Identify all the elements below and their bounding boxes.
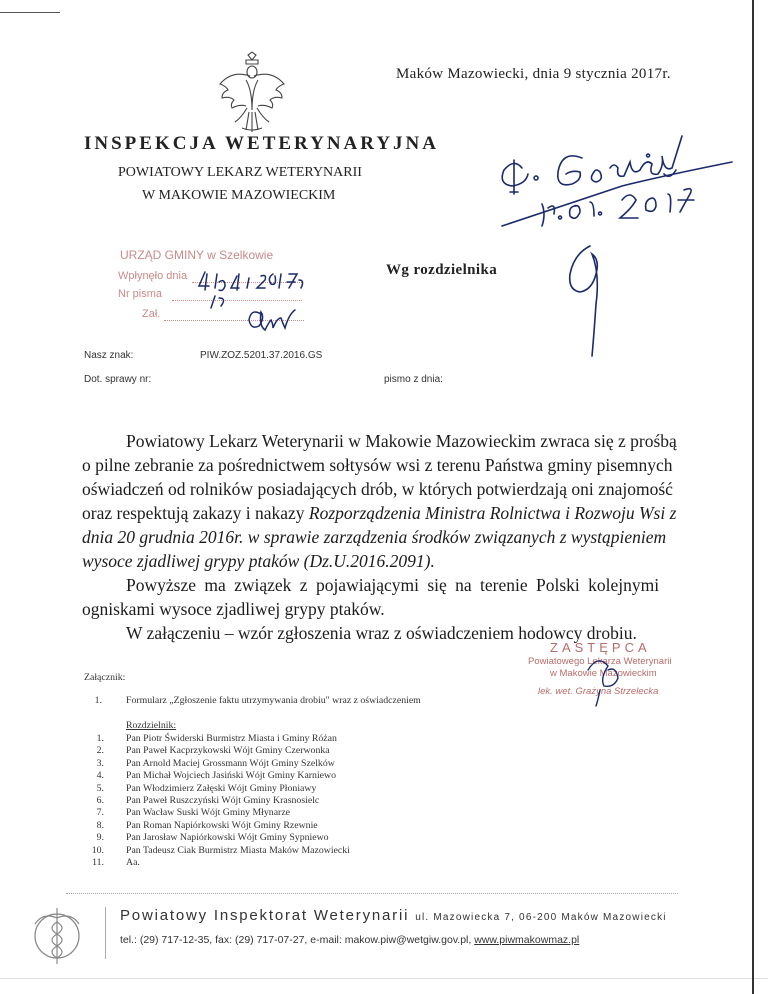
footer-vertical-rule — [105, 907, 106, 959]
deputy-signature — [580, 650, 630, 710]
distribution-item-number: 9. — [96, 832, 104, 844]
deputy-stamp-line-3: lek. wet. Grażyna Strzelecka — [538, 686, 659, 697]
deputy-stamp-line-2: w Makowie Mazowieckim — [550, 668, 657, 679]
footer-org-name: Powiatowy Inspektorat Weterynarii — [120, 907, 410, 924]
scan-bottom-line — [0, 978, 768, 979]
body-line: dnia 20 grudnia 2016r. w sprawie zarządzenia środków związanych z wystąpieniem — [82, 527, 667, 547]
footer-contact — [120, 934, 579, 946]
body-text-span: oraz respektują zakazy i nakazy — [82, 503, 309, 523]
our-ref-value: PIW.ZOZ.5201.37.2016.GS — [200, 350, 323, 361]
distribution-item-text: Pan Michał Wojciech Jasiński Wójt Gminy Karniewo — [126, 770, 336, 782]
received-stamp-attachment-label: Zał. — [142, 308, 161, 320]
distribution-item-number: 7. — [96, 807, 104, 819]
footer-website-link[interactable]: www.piwmakowmaz.pl — [474, 934, 580, 946]
place-and-date: Maków Mazowiecki, dnia 9 stycznia 2017r. — [396, 66, 671, 82]
body-line: ogniskami wysoce zjadliwej grypy ptaków. — [82, 599, 385, 619]
distribution-item-number: 2. — [96, 745, 104, 757]
organization-title: INSPEKCJA WETERYNARYJNA — [84, 133, 439, 154]
footer-contact-details: tel.: (29) 717-12-35, fax: (29) 717-07-27, e-mail: makow.piw@wetgiw.gov.pl, — [120, 934, 475, 946]
distribution-item-number: 6. — [96, 795, 104, 806]
footer-divider — [66, 893, 678, 894]
distribution-item-number: 10. — [91, 844, 104, 856]
distribution-item-number: 1. — [96, 733, 104, 744]
regulation-title: Rozporządzenia Ministra Rolnictwa i Rozwoju Wsi z — [308, 503, 677, 523]
deputy-stamp-line-1: Powiatowego Lekarza Weterynarii — [528, 656, 672, 667]
attachment-list — [84, 695, 564, 709]
body-line: oświadczeń od rolników posiadających drób, w których potwierdzają oni znajomość — [82, 479, 673, 499]
body-line: wysoce zjadliwej grypy ptaków (Dz.U.2016.2091). — [82, 551, 435, 571]
body-line: Powyższe ma związek z pojawiającymi się na terenie Polski kolejnymi — [126, 575, 660, 595]
handwritten-signature — [492, 130, 742, 240]
deputy-stamp-title: ZASTĘPCA — [550, 640, 651, 655]
distribution-item-text: Pan Włodzimierz Załęski Wójt Gminy Płoniawy — [126, 782, 317, 794]
distribution-item-text: Aa. — [126, 857, 140, 868]
body-line — [82, 502, 676, 525]
distribution-item-number: 8. — [96, 819, 104, 831]
body-line: W załączeniu – wzór zgłoszenia wraz z oświadczeniem hodowcy drobiu. — [126, 623, 637, 643]
distribution-heading: Wg rozdzielnika — [386, 262, 498, 278]
letter-date-label: pismo z dnia: — [384, 374, 443, 385]
caduceus-logo-icon — [26, 902, 88, 966]
distribution-item-number: 3. — [96, 757, 104, 769]
received-stamp-ref-label: Nr pisma — [118, 288, 163, 300]
attachment-item-text: Formularz „Zgłoszenie faktu utrzymywania drobiu" wraz z oświadczeniem — [126, 695, 421, 706]
organization-subtitle-2: W MAKOWIE MAZOWIECKIM — [142, 188, 336, 203]
attachment-label: Załącznik: — [84, 672, 126, 683]
eagle-emblem-icon — [216, 50, 288, 136]
distribution-item-text: Pan Arnold Maciej Grossmann Wójt Gminy Szelków — [126, 757, 335, 769]
distribution-item-text: Pan Piotr Świderski Burmistrz Miasta i Gminy Różan — [126, 733, 337, 744]
received-stamp-date-label: Wpłynęło dnia — [118, 270, 188, 282]
footer-address: ul. Mazowiecka 7, 06-200 Maków Mazowiecki — [415, 912, 667, 923]
attachment-item-number: 1. — [94, 695, 102, 706]
scan-edge-line — [0, 12, 60, 13]
distribution-item-text: Pan Paweł Kacprzykowski Wójt Gminy Czerwonka — [126, 745, 330, 757]
distribution-item-text: Pan Wacław Suski Wójt Gminy Młynarze — [126, 807, 291, 819]
distribution-item-number: 4. — [96, 770, 104, 782]
distribution-item-text: Pan Roman Napiórkowski Wójt Gminy Rzewnie — [126, 819, 318, 831]
handwritten-initial — [560, 240, 620, 360]
distribution-list — [84, 733, 504, 883]
body-line: Powiatowy Lekarz Weterynarii w Makowie Mazowieckim zwraca się z prośbą — [126, 431, 677, 451]
footer-organization — [120, 907, 667, 924]
our-ref-label: Nasz znak: — [84, 350, 134, 361]
distribution-item-text: Pan Jarosław Napiórkowski Wójt Gminy Sypniewo — [126, 832, 329, 844]
distribution-item-text: Pan Tadeusz Ciak Burmistrz Miasta Maków Mazowiecki — [126, 844, 350, 856]
distribution-list-label: Rozdzielnik: — [126, 720, 177, 731]
handwritten-date-and-initials — [165, 268, 325, 348]
case-ref-label: Dot. sprawy nr: — [84, 374, 152, 385]
organization-subtitle-1: POWIATOWY LEKARZ WETERYNARII — [118, 165, 362, 180]
scan-right-edge — [752, 0, 754, 994]
body-line: o pilne zebranie za pośrednictwem sołtysów wsi z terenu Państwa gminy pisemnych — [82, 455, 673, 475]
received-stamp-office: URZĄD GMINY w Szelkowie — [120, 248, 274, 262]
distribution-item-number: 5. — [96, 782, 104, 794]
distribution-item-number: 11. — [92, 857, 104, 868]
distribution-item-text: Pan Paweł Ruszczyński Wójt Gminy Krasnosielc — [126, 795, 320, 806]
